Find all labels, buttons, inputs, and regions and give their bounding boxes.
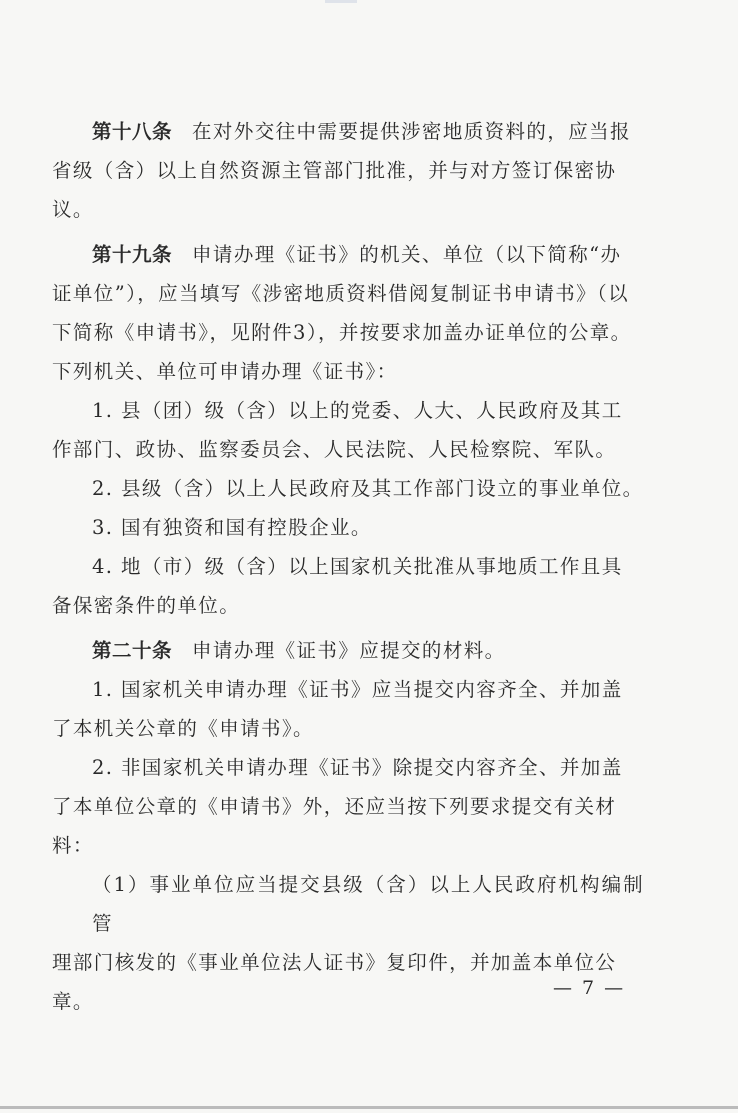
article-19-item-2: 2. 县级（含）以上人民政府及其工作部门设立的事业单位。 [92, 477, 644, 500]
article-19-item-4-line-2: 备保密条件的单位。 [52, 594, 241, 617]
article-18-line-3: 议。 [52, 198, 94, 221]
document-body [52, 112, 644, 1021]
article-19-item-3: 3. 国有独资和国有控股企业。 [92, 516, 372, 539]
article-19-line-2: 证单位”），应当填写《涉密地质资料借阅复制证书申请书》（以 [52, 282, 630, 305]
article-20-item-3-line-2: 理部门核发的《事业单位法人证书》复印件，并加盖本单位公 [52, 951, 617, 974]
scan-mark [325, 0, 357, 3]
page-number: — 7 — [553, 977, 626, 999]
article-19-line-4: 下列机关、单位可申请办理《证书》： [52, 360, 398, 383]
article-20-heading: 第二十条 [92, 639, 173, 662]
article-20-item-2-line-3: 料： [52, 834, 94, 857]
article-20-line-1: 第二十条 申请办理《证书》应提交的材料。 [92, 639, 506, 662]
article-20-item-3-line-1: （1）事业单位应当提交县级（含）以上人民政府机构编制管 [92, 873, 644, 935]
scan-bottom-edge [0, 1106, 738, 1109]
article-20-item-2-line-1: 2. 非国家机关申请办理《证书》除提交内容齐全、并加盖 [92, 756, 623, 779]
article-19-item-4-line-1: 4. 地（市）级（含）以上国家机关批准从事地质工作且具 [92, 555, 623, 578]
article-19-heading: 第十九条 [92, 243, 173, 266]
article-19-line-1: 第十九条 申请办理《证书》的机关、单位（以下简称“办 [92, 243, 622, 266]
article-20-item-2-line-2: 了本单位公章的《申请书》外，还应当按下列要求提交有关材 [52, 795, 617, 818]
article-20-item-1-line-1: 1. 国家机关申请办理《证书》应当提交内容齐全、并加盖 [92, 678, 623, 701]
article-20-item-1-line-2: 了本机关公章的《申请书》。 [52, 717, 314, 740]
article-19-item-1-line-2: 作部门、政协、监察委员会、人民法院、人民检察院、军队。 [52, 438, 617, 461]
article-18-line-1: 第十八条 在对外交往中需要提供涉密地质资料的，应当报 [92, 120, 631, 143]
article-19-item-1-line-1: 1. 县（团）级（含）以上的党委、人大、人民政府及其工 [92, 399, 623, 422]
article-18-line-2: 省级（含）以上自然资源主管部门批准，并与对方签订保密协 [52, 159, 617, 182]
article-18-heading: 第十八条 [92, 120, 173, 143]
article-20-item-3-line-3: 章。 [52, 990, 94, 1013]
article-19-line-3: 下简称《申请书》，见附件3），并按要求加盖办证单位的公章。 [52, 321, 632, 344]
